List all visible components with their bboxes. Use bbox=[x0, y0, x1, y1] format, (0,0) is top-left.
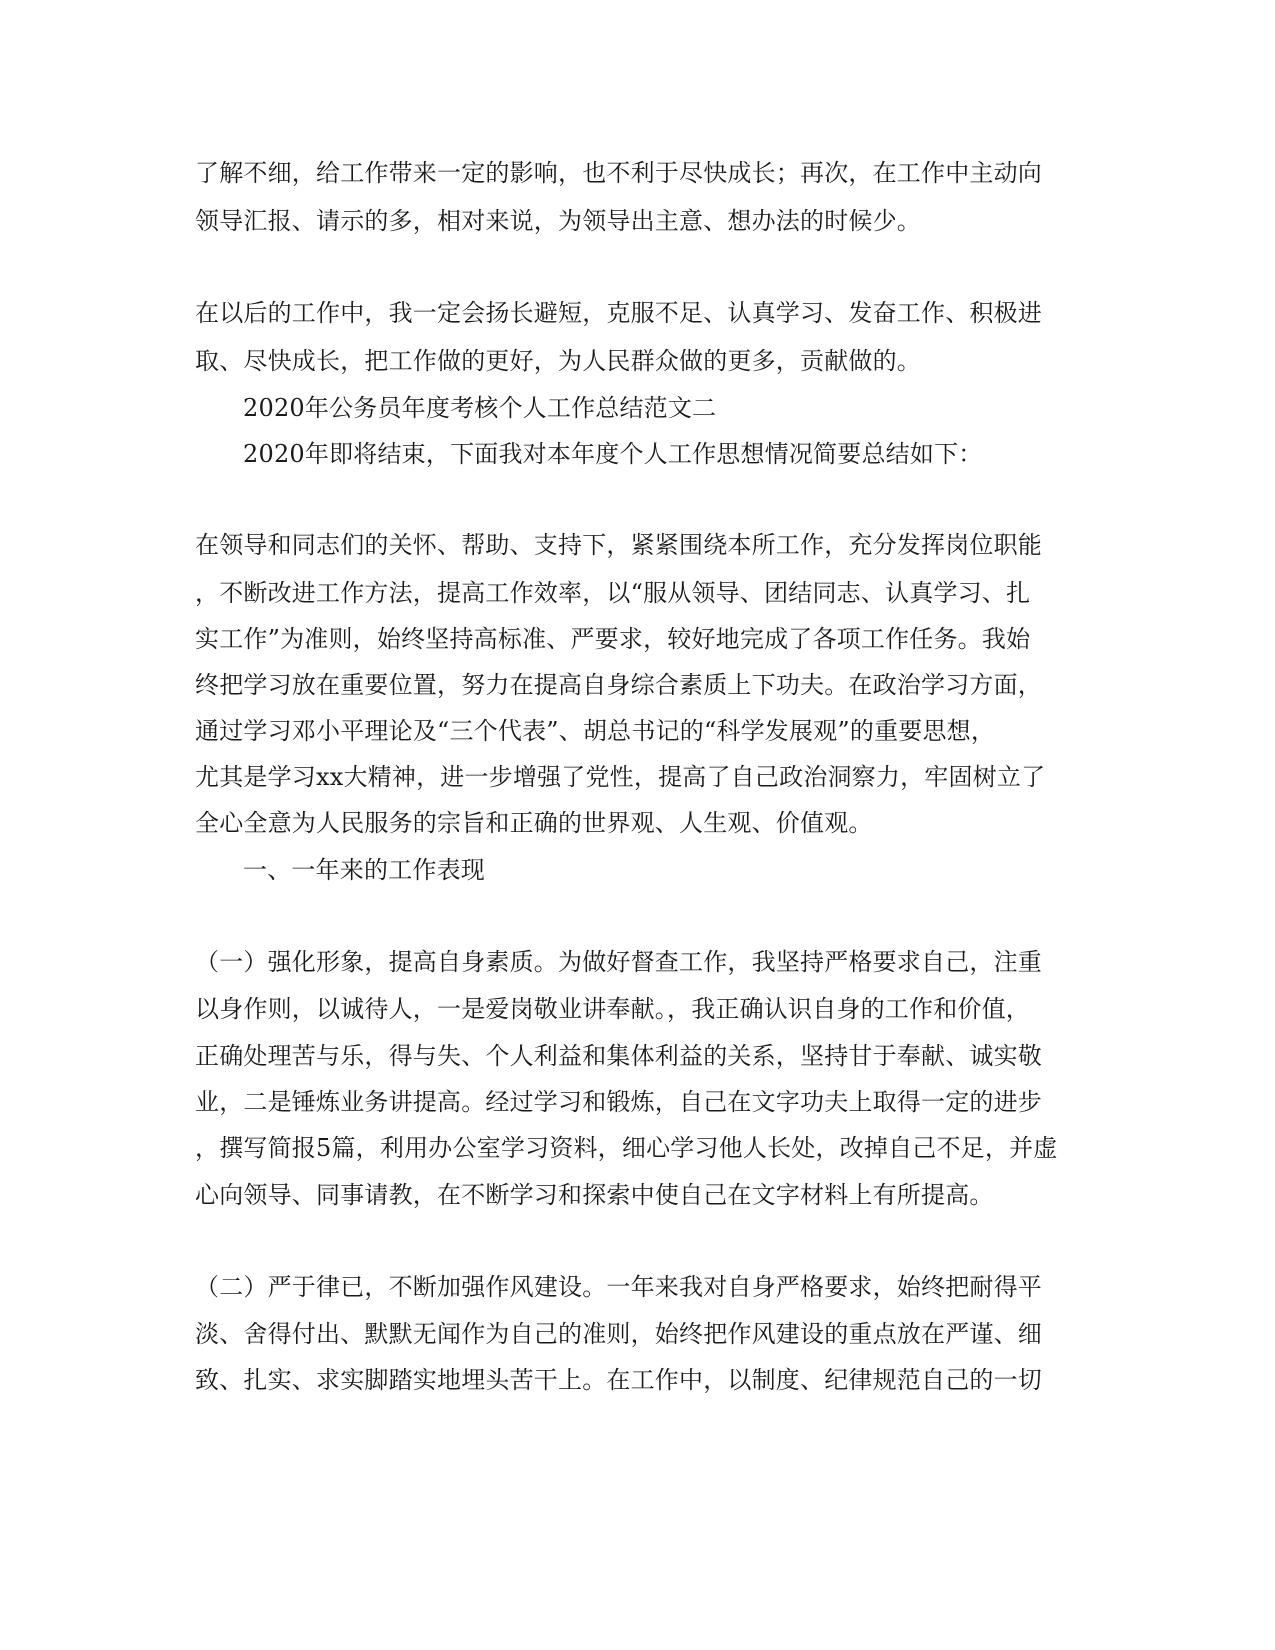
text-line: ，不断改进工作方法，提高工作效率，以“服从领导、团结同志、认真学习、扎 bbox=[195, 579, 1031, 607]
text-line: 以身作则，以诚待人，一是爱岗敬业讲奉献。，我正确认识自身的工作和价值， bbox=[195, 995, 1030, 1023]
text-line: 心向领导、同事请教，在不断学习和探索中使自己在文字材料上有所提高。 bbox=[195, 1181, 994, 1209]
heading: 一、一年来的工作表现 bbox=[243, 856, 485, 884]
section-title: 2020年公务员年度考核个人工作总结范文二 bbox=[243, 394, 717, 422]
text-line: 业，二是锤炼业务讲提高。经过学习和锻炼，自己在文字功夫上取得一定的进步 bbox=[195, 1088, 1042, 1116]
text-line: 致、扎实、求实脚踏实地埋头苦干上。在工作中，以制度、纪律规范自己的一切 bbox=[195, 1366, 1042, 1394]
text-line: 领导汇报、请示的多，相对来说，为领导出主意、想办法的时候少。 bbox=[195, 207, 921, 235]
text-line: 实工作”为准则，始终坚持高标准、严要求，较好地完成了各项工作任务。我始 bbox=[195, 625, 1031, 653]
text-line: 了解不细，给工作带来一定的影响，也不利于尽快成长；再次，在工作中主动向 bbox=[195, 159, 1042, 187]
text-line: ，撰写简报5篇，利用办公室学习资料，细心学习他人长处，改掉自己不足，并虚 bbox=[195, 1134, 1058, 1162]
text-line: 取、尽快成长，把工作做的更好，为人民群众做的更多，贡献做的。 bbox=[195, 347, 921, 375]
text-line: 终把学习放在重要位置，努力在提高自身综合素质上下功夫。在政治学习方面， bbox=[195, 671, 1042, 699]
text-line: 全心全意为人民服务的宗旨和正确的世界观、人生观、价值观。 bbox=[195, 809, 873, 837]
text-line: 在领导和同志们的关怀、帮助、支持下，紧紧围绕本所工作，充分发挥岗位职能 bbox=[195, 531, 1042, 559]
text-line: 正确处理苦与乐，得与失、个人利益和集体利益的关系，坚持甘于奉献、诚实敬 bbox=[195, 1042, 1042, 1070]
text-line: 在以后的工作中，我一定会扬长避短，克服不足、认真学习、发奋工作、积极进 bbox=[195, 299, 1042, 327]
text-line: 尤其是学习xx大精神，进一步增强了党性，提高了自己政治洞察力，牢固树立了 bbox=[195, 763, 1046, 791]
text-line: 2020年即将结束，下面我对本年度个人工作思想情况简要总结如下： bbox=[243, 440, 983, 468]
text-line: （一）强化形象，提高自身素质。为做好督查工作，我坚持严格要求自己，注重 bbox=[195, 948, 1042, 976]
text-line: 淡、舍得付出、默默无闻作为自己的准则，始终把作风建设的重点放在严谨、细 bbox=[195, 1320, 1042, 1348]
text-line: 通过学习邓小平理论及“三个代表”、胡总书记的“科学发展观”的重要思想， bbox=[195, 717, 996, 745]
text-line: （二）严于律已，不断加强作风建设。一年来我对自身严格要求，始终把耐得平 bbox=[195, 1273, 1042, 1301]
